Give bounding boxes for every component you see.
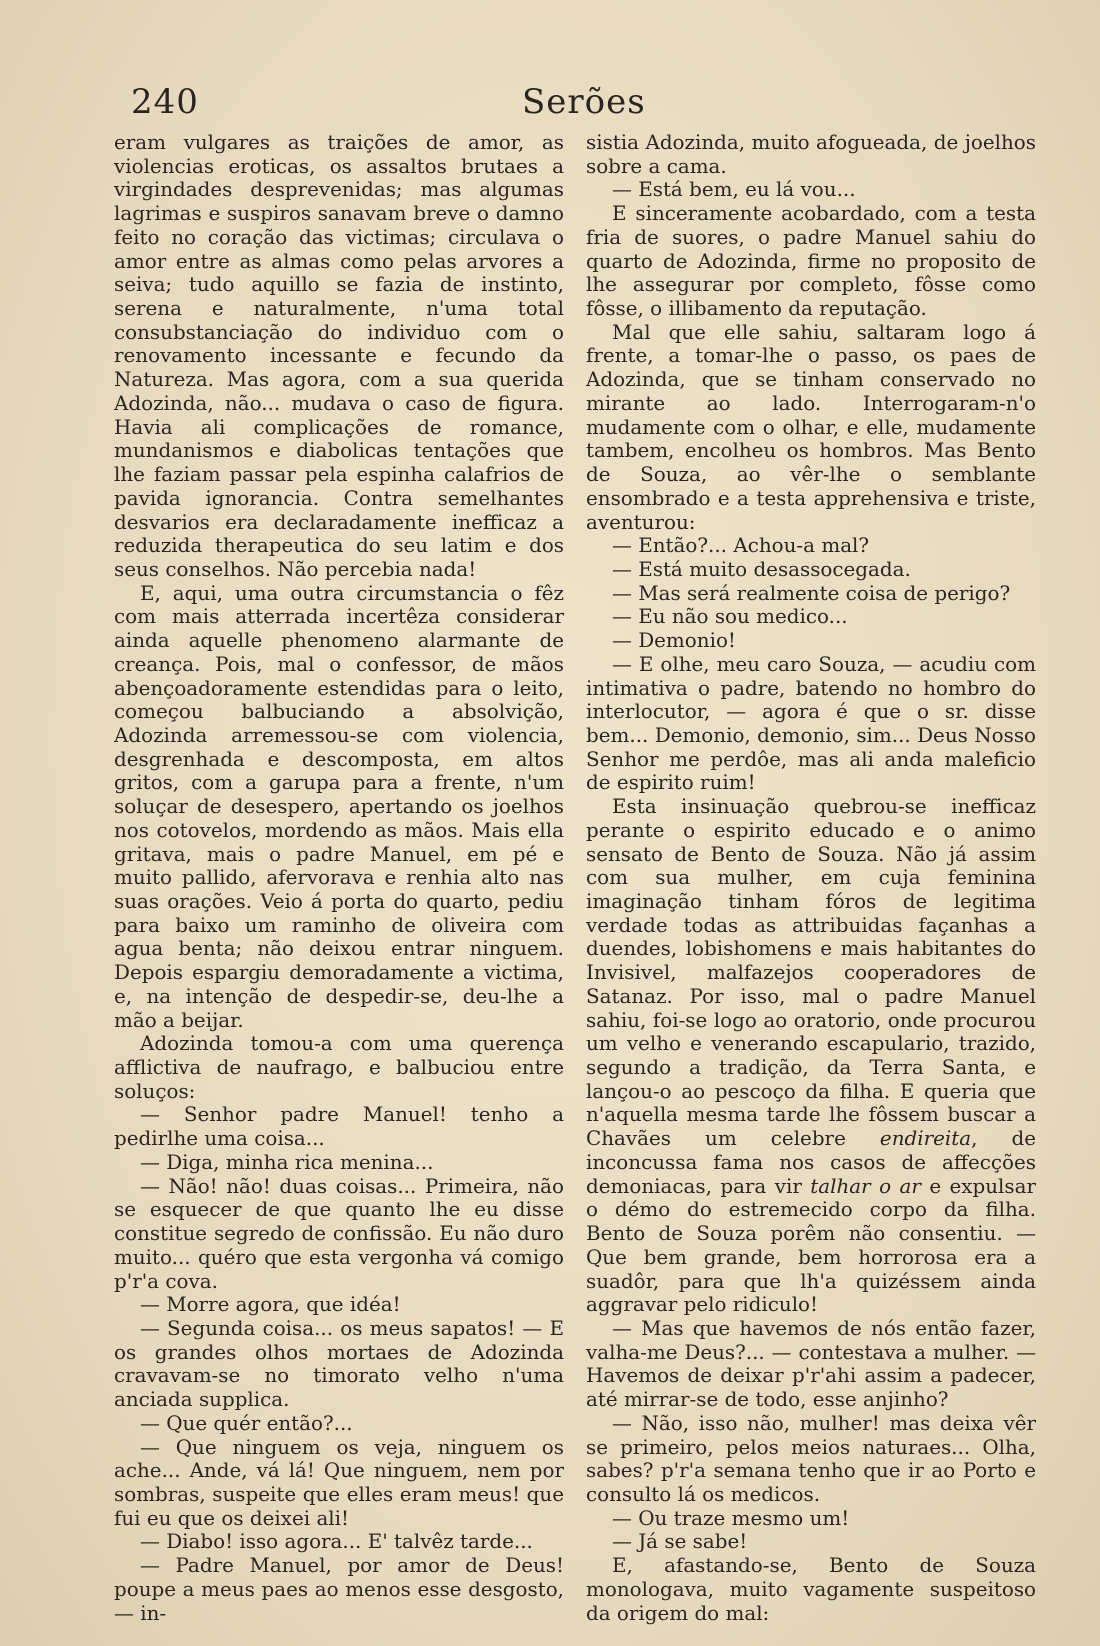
text-run: e expulsar o démo do estremecido corpo da filha. Bento de Souza porêm não consentiu. — Que bem grande, bem horrorosa era a suadôr, para que lh'a quizéssem ainda aggravar pelo ridiculo!: [586, 1174, 1036, 1317]
dialogue-line: — Ou traze mesmo um!: [612, 1506, 850, 1530]
dialogue-line: — Está bem, eu lá vou...: [612, 178, 856, 202]
paragraph: eram vulgares as traições de amor, as violencias eroticas, os assaltos brutaes a virgindades desprevenidas; mas algumas lagrimas e suspiros sanavam breve o damno feito no coração das victimas; circulava o amor entre as almas como pelas arvores a seiva; tudo aquillo se fazia de instinto, serena e naturalmente, n'uma total consubstanciação do individuo com o renovamento incessante e fecundo da Natureza. Mas agora, com a sua querida Adozinda, não... mudava o caso de figura. Havia ali complicações de romance, mundanismos e diabolicas tentações que lhe faziam passar pela espinha calafrios de pavida ignorancia. Contra semelhantes desvarios era declaradamente inefficaz a reduzida therapeutica do seu latim e dos seus conselhos. Não percebia nada!: [114, 131, 564, 581]
page-number: 240: [131, 82, 199, 122]
dialogue-line: — Não! não! duas coisas... Primeira, não se esquecer de que quanto lhe eu disse constitue segredo de confissão. Eu não duro muito... quéro que esta vergonha vá comigo p'r'a cova.: [114, 1174, 564, 1293]
dialogue-line: — Que ninguem os veja, ninguem os ache... Ande, vá lá! Que ninguem, nem por sombras, suspeite que elles eram meus! que fui eu que os deixei ali!: [114, 1435, 564, 1530]
paragraph: E, aqui, uma outra circumstancia o fêz com mais atterrada incertêza considerar ainda aquelle phenomeno alarmante de creança. Pois, mal o confessor, de mãos abençoadoramente estendidas para o leito, começou balbuciando a absolvição, Adozinda arremessou-se com violencia, desgrenhada e descomposta, em altos gritos, com a garupa para a frente, n'um soluçar de desespero, apertando os joelhos nos cotovelos, mordendo as mãos. Mais ella gritava, mais o padre Manuel, em pé e muito pallido, afervorava e renhia alto nas suas orações. Veio á porta do quarto, pediu para baixo um raminho de oliveira com agua benta; não deixou entrar ninguem. Depois espargiu demoradamente a victima, e, na intenção de despedir-se, deu-lhe a mão a beijar.: [114, 581, 564, 1032]
dialogue-line: — Está muito desassocegada.: [612, 557, 911, 581]
dialogue-line: — Padre Manuel, por amor de Deus! poupe a meus paes ao menos esse desgosto, — in-: [114, 1554, 564, 1625]
paragraph: [586, 795, 1036, 1317]
text-run: , de inconcussa fama nos casos de affecções demoniacas, para vir: [586, 1127, 1036, 1198]
left-column: [114, 131, 564, 1625]
paragraph: Mal que elle sahiu, saltaram logo á frente, a tomar-lhe o passo, os paes de Adozinda, que se tinham conservado no mirante ao lado. Interrogaram-n'o mudamente com o olhar, e elle, mudamente tambem, encolheu os hombros. Mas Bento de Souza, ao vêr-lhe o semblante ensombrado e a testa apprehensiva e triste, aventurou:: [586, 320, 1036, 534]
dialogue-line: — Segunda coisa... os meus sapatos! — E os grandes olhos mortaes de Adozinda cravavam-se no timorato velho n'uma anciada supplica.: [114, 1316, 564, 1412]
dialogue-line: — Já se sabe!: [612, 1530, 748, 1554]
text-run: Esta insinuação quebrou-se inefficaz perante o espirito educado e o animo sensato de Bento de Souza. Não já assim com sua mulher, em cuja feminina imaginação tinham fóros de legitima verdade todas as attribuidas façanhas a duendes, lobishomens e mais habitantes do Invisivel, malfazejos cooperadores de Satanaz. Por isso, mal o padre Manuel sahiu, foi-se logo ao oratorio, onde procurou um velho e venerando escapulario, trazido, segundo a tradição, da Terra Santa, e lançou-o ao pescoço da filha. E queria que n'aquella mesma tarde lhe fôssem buscar a Chavães um celebre: [586, 795, 1036, 1151]
paragraph: E sinceramente acobardado, com a testa fria de suores, o padre Manuel sahiu do quarto de Adozinda, firme no proposito de lhe assegurar por completo, fôsse como fôsse, o illibamento da reputação.: [586, 202, 1036, 321]
dialogue-line: — Demonio!: [612, 629, 736, 653]
italic-term: talhar o ar: [810, 1174, 921, 1198]
dialogue-line: — Eu não sou medico...: [612, 605, 848, 629]
paragraph: Adozinda tomou-a com uma querença afflictiva de naufrago, e balbuciou entre soluços:: [114, 1032, 564, 1103]
dialogue-line: — Morre agora, que idéa!: [140, 1293, 401, 1317]
paragraph: sistia Adozinda, muito afogueada, de joelhos sobre a cama.: [586, 131, 1036, 178]
dialogue-line: — Diabo! isso agora... E' talvêz tarde...: [140, 1530, 533, 1554]
right-column: [586, 131, 1036, 1625]
dialogue-line: — Mas será realmente coisa de perigo?: [612, 581, 1011, 605]
dialogue-line: — Então?... Achou-a mal?: [612, 534, 870, 558]
dialogue-line: — Diga, minha rica menina...: [140, 1150, 434, 1174]
dialogue-line: — Senhor padre Manuel! tenho a pedirlhe uma coisa...: [114, 1103, 564, 1151]
italic-term: endireita: [879, 1127, 972, 1151]
dialogue-line: — Mas que havemos de nós então fazer, valha-me Deus?... — contestava a mulher. — Havemos de deixar p'r'ahi assim a padecer, até mirrar-se de todo, esse anjinho?: [586, 1316, 1036, 1412]
running-title: Serões: [522, 82, 646, 122]
dialogue-line: — Que quér então?...: [140, 1411, 353, 1435]
paragraph: E, afastando-se, Bento de Souza monologava, muito vagamente suspeitoso da origem do mal:: [586, 1554, 1036, 1625]
dialogue-line: — E olhe, meu caro Souza, — acudiu com intimativa o padre, batendo no hombro do interlocutor, — agora é que o sr. disse bem... Demonio, demonio, sim... Deus Nosso Senhor me perdôe, mas ali anda maleficio de espirito ruim!: [586, 652, 1036, 795]
dialogue-line: — Não, isso não, mulher! mas deixa vêr se primeiro, pelos meios naturaes... Olha, sabes? p'r'a semana tenho que ir ao Porto e consulto lá os medicos.: [586, 1411, 1036, 1506]
